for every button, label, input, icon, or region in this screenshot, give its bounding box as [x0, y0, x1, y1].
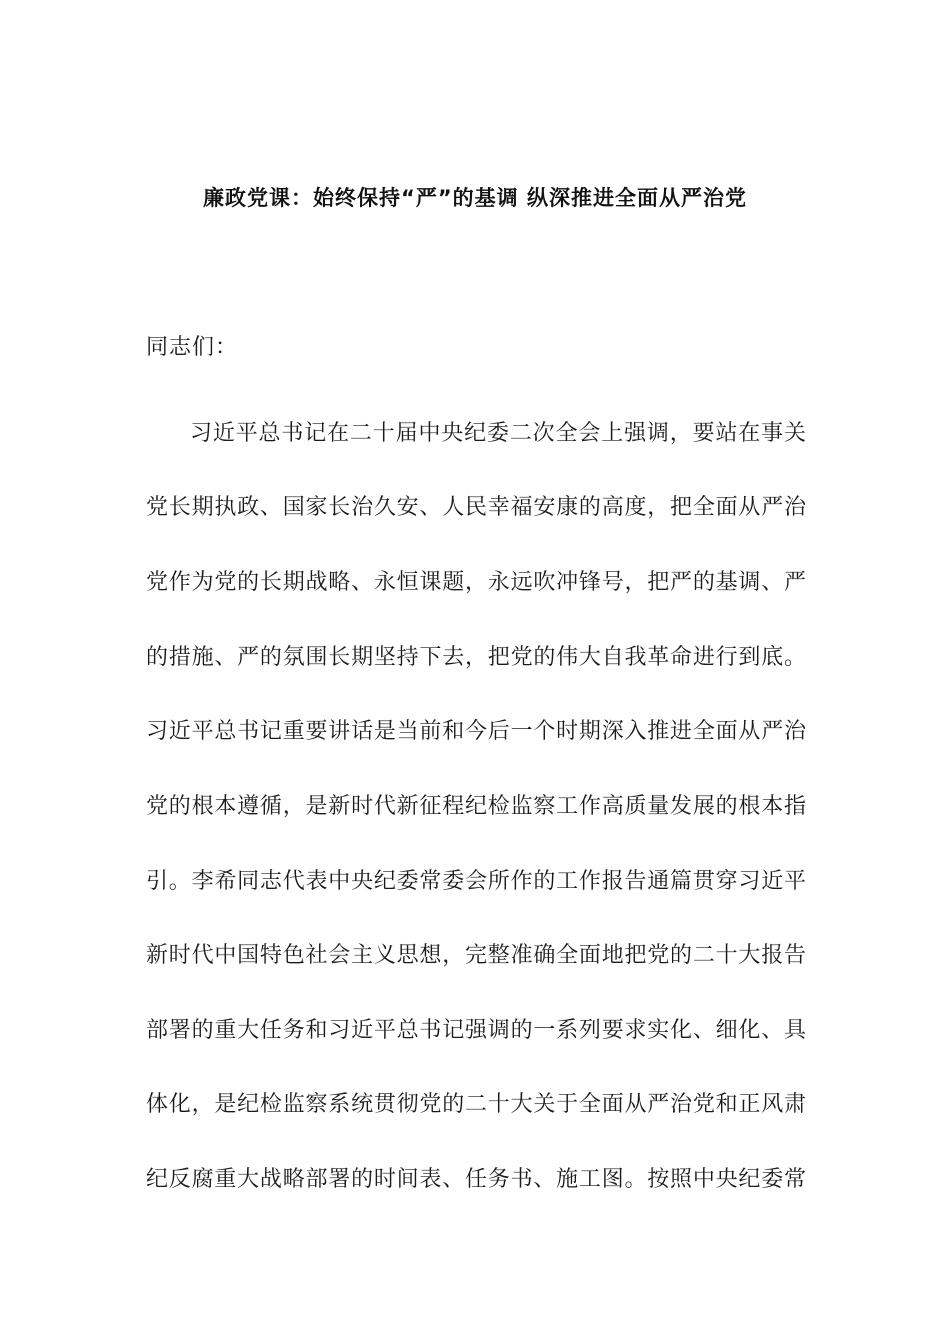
paragraph-line: 体化，是纪检监察系统贯彻党的二十大关于全面从严治党和正风肃 — [146, 1092, 806, 1117]
salutation: 同志们： — [146, 335, 239, 360]
paragraph-line: 的措施、严的氛围长期坚持下去，把党的伟大自我革命进行到底。 — [146, 645, 806, 670]
paragraph-line: 习近平总书记重要讲话是当前和今后一个时期深入推进全面从严治 — [146, 719, 806, 744]
paragraph-line: 党长期执政、国家长治久安、人民幸福安康的高度，把全面从严治 — [146, 495, 806, 520]
paragraph-line: 部署的重大任务和习近平总书记强调的一系列要求实化、细化、具 — [146, 1018, 806, 1043]
paragraph-line: 党的根本遵循，是新时代新征程纪检监察工作高质量发展的根本指 — [146, 794, 806, 819]
paragraph-line: 习近平总书记在二十届中央纪委二次全会上强调，要站在事关 — [190, 421, 806, 446]
document-title: 廉政党课：始终保持“严”的基调 纵深推进全面从严治党 — [203, 186, 747, 210]
paragraph-line: 引。李希同志代表中央纪委常委会所作的工作报告通篇贯穿习近平 — [146, 869, 806, 894]
paragraph-line: 新时代中国特色社会主义思想，完整准确全面地把党的二十大报告 — [146, 943, 806, 968]
paragraph-line: 纪反腐重大战略部署的时间表、任务书、施工图。按照中央纪委常 — [146, 1167, 806, 1192]
paragraph-line: 党作为党的长期战略、永恒课题，永远吹冲锋号，把严的基调、严 — [146, 570, 806, 595]
